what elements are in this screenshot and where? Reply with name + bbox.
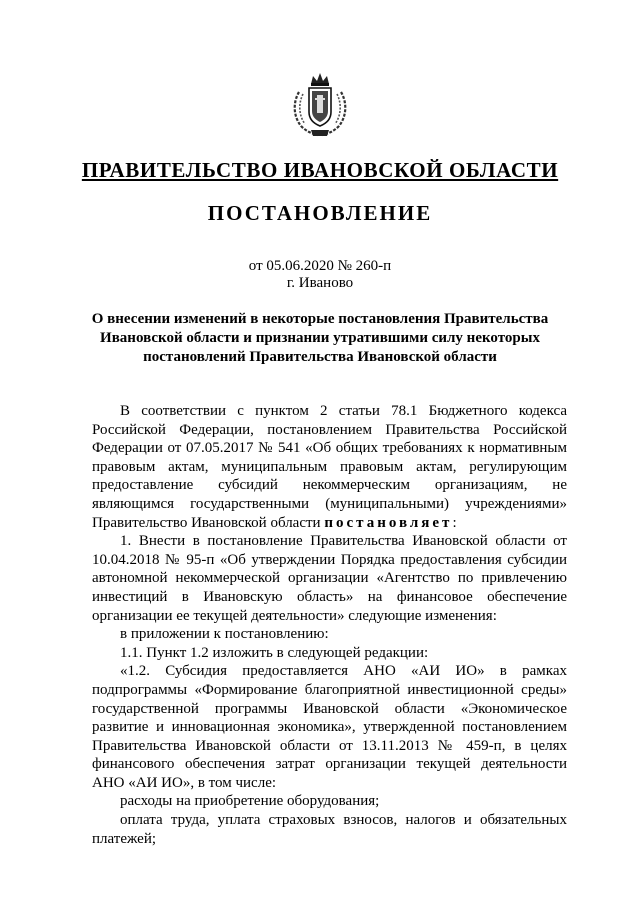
- document-subject: О внесении изменений в некоторые постановления Правительства Ивановской области и признании утратившими силу некоторых постановлений Правительства Ивановской области: [91, 311, 549, 365]
- paragraph-2: в приложении к постановлению:: [120, 626, 329, 643]
- coat-of-arms-emblem: [291, 70, 349, 138]
- intro-text: В соответствии с пунктом 2 статьи 78.1 Бюджетного кодекса Российской Федерации, постановлением Правительства Российской Федерации от 07.05.2017 № 541 «Об общих требованиях к нормативным правовым актам, муниципальным правовым актам, регулирующим предоставление субсидий некоммерческим организациям, не являющимся государственными (муниципальными) учреждениями» Правительство Ивановской области: [92, 403, 567, 531]
- paragraph-6: оплата труда, уплата страховых взносов, налогов и обязательных платежей;: [92, 812, 567, 847]
- resolves-colon: :: [452, 514, 457, 531]
- document-date-number: от 05.06.2020 № 260-п: [248, 258, 392, 274]
- paragraph-3: 1.1. Пункт 1.2 изложить в следующей редакции:: [120, 644, 429, 661]
- paragraph-5: расходы на приобретение оборудования;: [120, 793, 380, 810]
- paragraph-1: 1. Внести в постановление Правительства Ивановской области от 10.04.2018 № 95-п «Об утверждении Порядка предоставления субсидии автономной некоммерческой организации «Агентство по привлечению инвестиций в Ивановскую область» на финансовое обеспечение организации ее текущей деятельности» следующие изменения:: [92, 533, 567, 624]
- document-city: г. Иваново: [286, 275, 354, 291]
- intro-paragraph: [92, 402, 567, 532]
- paragraph-4: «1.2. Субсидия предоставляется АНО «АИ ИО» в рамках подпрограммы «Формирование благоприятной инвестиционной среды» государственной программы Ивановской области «Экономическое развитие и инновационная экономика», утвержденной постановлением Правительства Ивановской области от 13.11.2013 № 459-п, в целях финансового обеспечения затрат организации текущей деятельности АНО «АИ ИО», в том числе:: [92, 663, 567, 791]
- resolves-word: постановляет: [324, 514, 453, 531]
- government-title: ПРАВИТЕЛЬСТВО ИВАНОВСКОЙ ОБЛАСТИ: [81, 158, 559, 182]
- document-body: [92, 402, 567, 848]
- document-type-heading: ПОСТАНОВЛЕНИЕ: [207, 201, 433, 225]
